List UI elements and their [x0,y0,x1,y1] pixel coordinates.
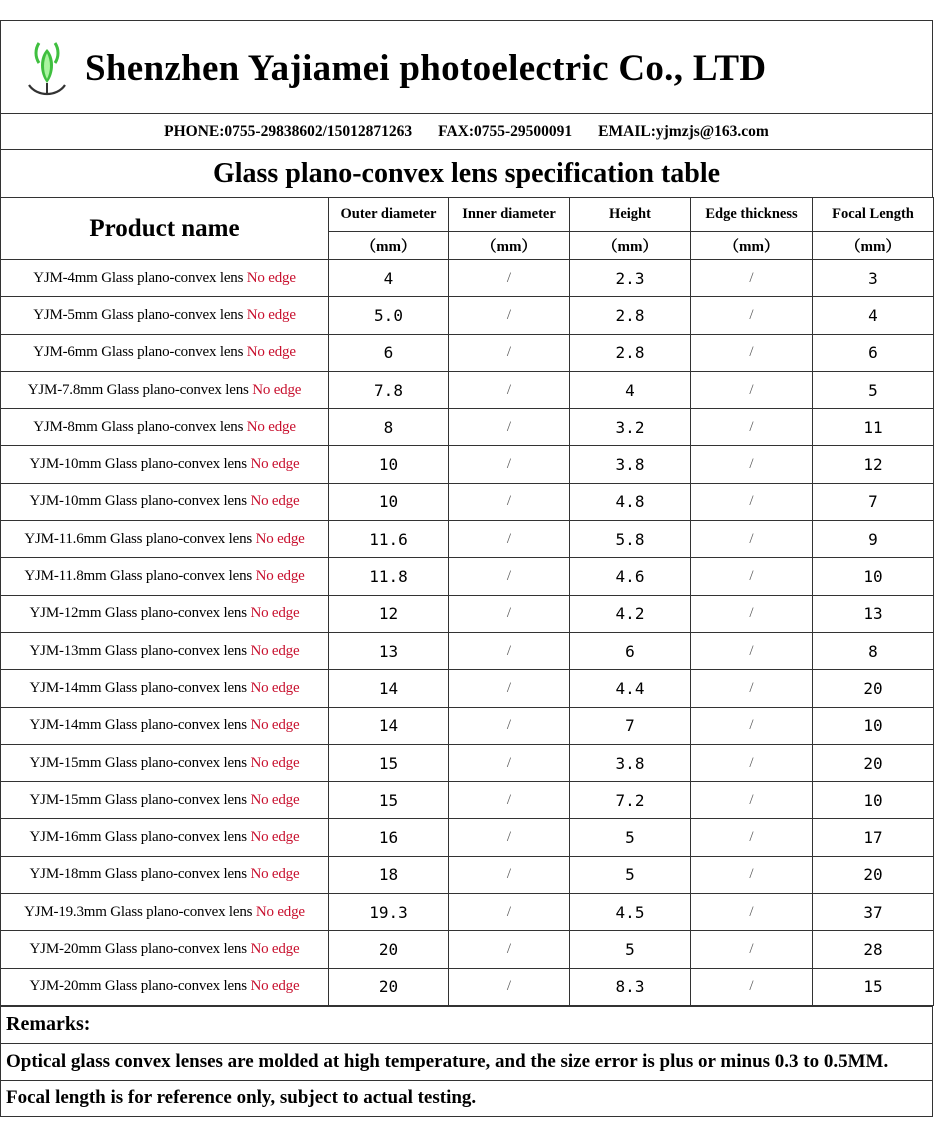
focal-length-cell: 10 [813,782,934,819]
height-cell: 4.2 [570,595,691,632]
no-edge-label: No edge [250,605,300,622]
contact-bar [0,113,933,149]
table-row [1,446,934,483]
edge-thickness-cell: / [691,371,813,408]
header-unit: （mm） [570,232,691,260]
table-row [1,856,934,893]
inner-diameter-cell: / [449,334,570,371]
edge-thickness-cell: / [691,558,813,595]
table-row [1,297,934,334]
focal-length-cell: 8 [813,632,934,669]
edge-thickness-cell: / [691,521,813,558]
no-edge-label: No edge [250,940,300,957]
table-row [1,334,934,371]
no-edge-label: No edge [255,568,305,585]
focal-length-cell: 10 [813,558,934,595]
inner-diameter-cell: / [449,819,570,856]
edge-thickness-cell: / [691,707,813,744]
height-cell: 4.4 [570,670,691,707]
focal-length-cell: 15 [813,968,934,1005]
height-cell: 7 [570,707,691,744]
header-height: Height [570,198,691,232]
focal-length-cell: 10 [813,707,934,744]
product-name: YJM-12mm Glass plano-convex lens [29,605,247,622]
height-cell: 3.2 [570,409,691,446]
outer-diameter-cell: 6 [329,334,449,371]
outer-diameter-cell: 14 [329,707,449,744]
table-row [1,968,934,1005]
product-name: YJM-14mm Glass plano-convex lens [29,717,247,734]
outer-diameter-cell: 16 [329,819,449,856]
inner-diameter-cell: / [449,409,570,446]
table-title: Glass plano-convex lens specification table [0,149,933,197]
height-cell: 8.3 [570,968,691,1005]
product-name-cell [1,297,329,334]
height-cell: 4.5 [570,894,691,931]
product-name: YJM-11.8mm Glass plano-convex lens [24,568,253,585]
outer-diameter-cell: 11.6 [329,521,449,558]
edge-thickness-cell: / [691,856,813,893]
product-name-cell [1,894,329,931]
product-name: YJM-7.8mm Glass plano-convex lens [27,381,249,398]
edge-thickness-cell: / [691,894,813,931]
height-cell: 2.3 [570,260,691,297]
inner-diameter-cell: / [449,782,570,819]
table-row [1,931,934,968]
edge-thickness-cell: / [691,446,813,483]
company-name: Shenzhen Yajiamei photoelectric Co., LTD [85,48,767,89]
header-unit: （mm） [449,232,570,260]
remark-line-1: Optical glass convex lenses are molded at high temperature, and the size error is plus or minus 0.3 to 0.5MM. [0,1043,933,1080]
focal-length-cell: 3 [813,260,934,297]
edge-thickness-cell: / [691,409,813,446]
inner-diameter-cell: / [449,632,570,669]
spec-sheet [0,20,933,1117]
no-edge-label: No edge [246,269,296,286]
edge-thickness-cell: / [691,670,813,707]
product-name-cell [1,931,329,968]
product-name: YJM-10mm Glass plano-convex lens [29,493,247,510]
table-row [1,670,934,707]
height-cell: 6 [570,632,691,669]
table-row [1,483,934,520]
outer-diameter-cell: 20 [329,968,449,1005]
header-outer-diameter: Outer diameter [329,198,449,232]
header-unit: （mm） [813,232,934,260]
edge-thickness-cell: / [691,744,813,781]
product-name: YJM-10mm Glass plano-convex lens [29,456,247,473]
product-name-cell [1,968,329,1005]
no-edge-label: No edge [255,903,305,920]
no-edge-label: No edge [246,418,296,435]
inner-diameter-cell: / [449,931,570,968]
edge-thickness-cell: / [691,931,813,968]
product-name-cell [1,595,329,632]
lens-sprout-logo-icon [25,39,69,101]
inner-diameter-cell: / [449,670,570,707]
no-edge-label: No edge [246,306,296,323]
company-header [0,20,933,113]
no-edge-label: No edge [246,344,296,361]
header-edge-thickness: Edge thickness [691,198,813,232]
product-name-cell [1,856,329,893]
focal-length-cell: 20 [813,670,934,707]
inner-diameter-cell: / [449,707,570,744]
focal-length-cell: 9 [813,521,934,558]
no-edge-label: No edge [250,829,300,846]
no-edge-label: No edge [250,493,300,510]
height-cell: 3.8 [570,744,691,781]
focal-length-cell: 28 [813,931,934,968]
height-cell: 5 [570,856,691,893]
no-edge-label: No edge [250,978,300,995]
no-edge-label: No edge [250,791,300,808]
product-name-cell [1,744,329,781]
edge-thickness-cell: / [691,782,813,819]
product-name-cell [1,819,329,856]
inner-diameter-cell: / [449,446,570,483]
product-name: YJM-4mm Glass plano-convex lens [33,269,244,286]
edge-thickness-cell: / [691,483,813,520]
focal-length-cell: 20 [813,856,934,893]
fax-text: FAX:0755-29500091 [438,122,573,140]
product-name: YJM-11.6mm Glass plano-convex lens [24,530,253,547]
table-row [1,632,934,669]
outer-diameter-cell: 15 [329,744,449,781]
focal-length-cell: 7 [813,483,934,520]
product-name: YJM-14mm Glass plano-convex lens [29,679,247,696]
table-row [1,894,934,931]
outer-diameter-cell: 12 [329,595,449,632]
header-product-name: Product name [1,198,329,260]
inner-diameter-cell: / [449,968,570,1005]
inner-diameter-cell: / [449,260,570,297]
height-cell: 4 [570,371,691,408]
product-name-cell [1,632,329,669]
spec-table-body [1,260,934,1006]
product-name: YJM-19.3mm Glass plano-convex lens [24,903,253,920]
edge-thickness-cell: / [691,819,813,856]
focal-length-cell: 17 [813,819,934,856]
table-row [1,595,934,632]
height-cell: 5 [570,931,691,968]
table-row [1,558,934,595]
outer-diameter-cell: 15 [329,782,449,819]
table-row [1,260,934,297]
inner-diameter-cell: / [449,744,570,781]
outer-diameter-cell: 18 [329,856,449,893]
no-edge-label: No edge [250,866,300,883]
product-name-cell [1,409,329,446]
focal-length-cell: 13 [813,595,934,632]
product-name: YJM-5mm Glass plano-convex lens [33,306,244,323]
edge-thickness-cell: / [691,968,813,1005]
product-name: YJM-20mm Glass plano-convex lens [29,978,247,995]
height-cell: 5.8 [570,521,691,558]
remark-line-2: Focal length is for reference only, subject to actual testing. [0,1080,933,1117]
product-name-cell [1,558,329,595]
inner-diameter-cell: / [449,521,570,558]
edge-thickness-cell: / [691,595,813,632]
table-row [1,782,934,819]
outer-diameter-cell: 5.0 [329,297,449,334]
inner-diameter-cell: / [449,371,570,408]
product-name: YJM-13mm Glass plano-convex lens [29,642,247,659]
inner-diameter-cell: / [449,856,570,893]
no-edge-label: No edge [252,381,302,398]
table-row [1,371,934,408]
no-edge-label: No edge [250,679,300,696]
header-focal-length: Focal Length [813,198,934,232]
product-name-cell [1,260,329,297]
height-cell: 7.2 [570,782,691,819]
product-name: YJM-16mm Glass plano-convex lens [29,829,247,846]
no-edge-label: No edge [250,754,300,771]
focal-length-cell: 20 [813,744,934,781]
product-name-cell [1,670,329,707]
remarks-title: Remarks: [0,1006,933,1043]
edge-thickness-cell: / [691,632,813,669]
outer-diameter-cell: 14 [329,670,449,707]
product-name: YJM-15mm Glass plano-convex lens [29,791,247,808]
focal-length-cell: 4 [813,297,934,334]
product-name-cell [1,371,329,408]
product-name-cell [1,521,329,558]
product-name: YJM-18mm Glass plano-convex lens [29,866,247,883]
height-cell: 3.8 [570,446,691,483]
outer-diameter-cell: 11.8 [329,558,449,595]
edge-thickness-cell: / [691,297,813,334]
header-unit: （mm） [329,232,449,260]
focal-length-cell: 11 [813,409,934,446]
product-name-cell [1,782,329,819]
edge-thickness-cell: / [691,260,813,297]
inner-diameter-cell: / [449,483,570,520]
inner-diameter-cell: / [449,558,570,595]
outer-diameter-cell: 4 [329,260,449,297]
focal-length-cell: 6 [813,334,934,371]
table-row [1,819,934,856]
focal-length-cell: 5 [813,371,934,408]
focal-length-cell: 37 [813,894,934,931]
height-cell: 4.8 [570,483,691,520]
no-edge-label: No edge [255,530,305,547]
inner-diameter-cell: / [449,297,570,334]
outer-diameter-cell: 13 [329,632,449,669]
no-edge-label: No edge [250,717,300,734]
outer-diameter-cell: 20 [329,931,449,968]
height-cell: 2.8 [570,334,691,371]
product-name: YJM-20mm Glass plano-convex lens [29,940,247,957]
product-name: YJM-8mm Glass plano-convex lens [33,418,244,435]
spec-table [0,197,934,1006]
edge-thickness-cell: / [691,334,813,371]
product-name-cell [1,707,329,744]
outer-diameter-cell: 19.3 [329,894,449,931]
table-row [1,409,934,446]
outer-diameter-cell: 7.8 [329,371,449,408]
email-text: EMAIL:yjmzjs@163.com [598,122,769,140]
product-name: YJM-6mm Glass plano-convex lens [33,344,244,361]
height-cell: 5 [570,819,691,856]
table-row [1,744,934,781]
product-name-cell [1,483,329,520]
product-name-cell [1,334,329,371]
header-unit: （mm） [691,232,813,260]
outer-diameter-cell: 8 [329,409,449,446]
focal-length-cell: 12 [813,446,934,483]
inner-diameter-cell: / [449,894,570,931]
product-name: YJM-15mm Glass plano-convex lens [29,754,247,771]
header-inner-diameter: Inner diameter [449,198,570,232]
phone-text: PHONE:0755-29838602/15012871263 [164,122,413,140]
no-edge-label: No edge [250,642,300,659]
table-row [1,707,934,744]
outer-diameter-cell: 10 [329,446,449,483]
inner-diameter-cell: / [449,595,570,632]
height-cell: 2.8 [570,297,691,334]
outer-diameter-cell: 10 [329,483,449,520]
product-name-cell [1,446,329,483]
no-edge-label: No edge [250,456,300,473]
table-row [1,521,934,558]
height-cell: 4.6 [570,558,691,595]
